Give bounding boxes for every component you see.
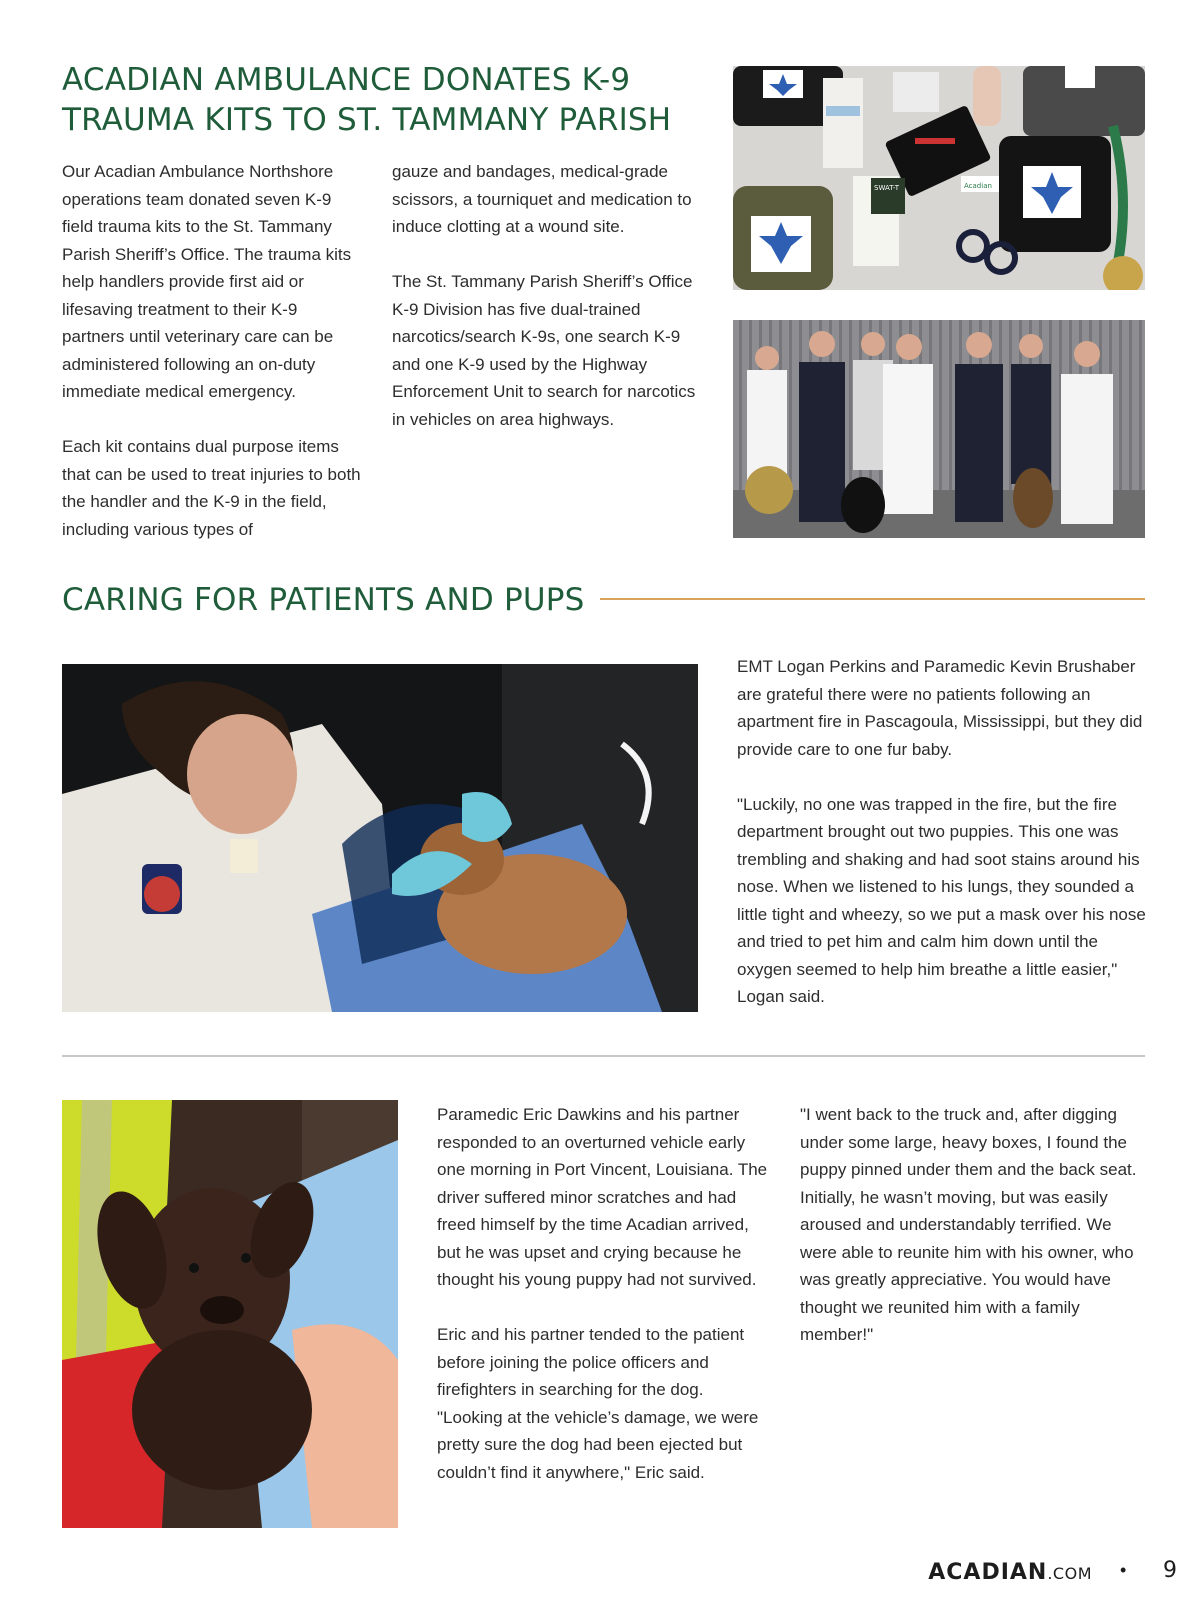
photo-emt-with-puppy [62,664,698,1012]
headline-line-2: TRAUMA KITS TO ST. TAMMANY PARISH [62,102,672,138]
article1-paragraph: gauze and bandages, medical-grade scissors, a tourniquet and medication to induce clotting at a wound site. [392,162,692,236]
article3-paragraph: Eric and his partner tended to the patient before joining the police officers and firefighters in searching for the dog. "Looking at the vehicle’s damage, we were pretty sure the dog had been ejected but couldn’t find it anywhere," Eric said. [437,1325,759,1482]
article3-quote: "I went back to the truck and, after digging under some large, heavy boxes, I found the puppy pinned under them and the back seat. Initially, he wasn’t moving, but was easily aroused and understandably terrified. We were able to reunite him with his owner, who was greatly appreciative. You would have thought we reunited him with a family member!" [800,1105,1137,1344]
section-headline-caring-for-pups: CARING FOR PATIENTS AND PUPS [62,582,585,618]
headline-line-1: ACADIAN AMBULANCE DONATES K-9 [62,62,631,98]
photo-sheriff-officers-group [733,320,1145,538]
article2-text-column [737,653,1157,1011]
photo-trauma-kit-contents [733,66,1145,290]
article1-column-2 [392,158,697,433]
footer-bullet: • [1120,1560,1127,1580]
emt-puppy-illustration [62,664,698,1012]
kit-label-text: SWAT-T [874,184,900,192]
group-photo-illustration [733,320,1145,538]
article-headline-k9-kits [62,60,702,140]
article2-paragraph: EMT Logan Perkins and Paramedic Kevin Brushaber are grateful there were no patients following an apartment fire in Pascagoula, Mississippi, but they did provide care to one fur baby. [737,657,1143,759]
article1-paragraph: Our Acadian Ambulance Northshore operations team donated seven K-9 field trauma kits to the St. Tammany Parish Sheriff’s Office. The trauma kits help handlers provide first aid or lifesaving treatment to their K-9 partners until veterinary care can be administered following an on-duty immediate medical emergency. [62,162,352,401]
rescued-puppy-illustration [62,1100,398,1528]
article3-paragraph: Paramedic Eric Dawkins and his partner responded to an overturned vehicle early one morning in Port Vincent, Louisiana. The driver suffered minor scratches and had freed himself by the time Acadian arrived, but he was upset and crying because he thought his young puppy had not survived. [437,1105,768,1289]
footer-brand [928,1560,1092,1585]
article2-quote: "Luckily, no one was trapped in the fire, but the fire department brought out two puppies. This one was trembling and shaking and had soot stains around his nose. When we listened to his lungs, they sounded a little tight and wheezy, so we put a mask over his nose and tried to pet him and calm him down until the oxygen seemed to help him breathe a little easier," Logan said. [737,794,1146,1006]
section-divider-grey [62,1055,1145,1057]
page-number: 9 [1163,1558,1177,1583]
article3-column-1 [437,1101,772,1486]
article1-paragraph: The St. Tammany Parish Sheriff’s Office K-9 Division has five dual-trained narcotics/search K-9s, one search K-9 and one K-9 used by the Highway Enforcement Unit to search for narcotics in vehicles on area highways. [392,272,696,429]
photo-rescued-puppy [62,1100,398,1528]
section-divider-orange [600,598,1145,600]
kit-brand-text: Acadian [964,182,992,190]
article1-paragraph: Each kit contains dual purpose items that can be used to treat injuries to both the handler and the K-9 in the field, including various types of [62,437,361,539]
footer-brand-suffix: .COM [1047,1564,1092,1583]
trauma-kit-illustration [733,66,1145,290]
footer-brand-name: ACADIAN [928,1560,1048,1585]
article1-column-1 [62,158,362,543]
article3-column-2 [800,1101,1145,1349]
